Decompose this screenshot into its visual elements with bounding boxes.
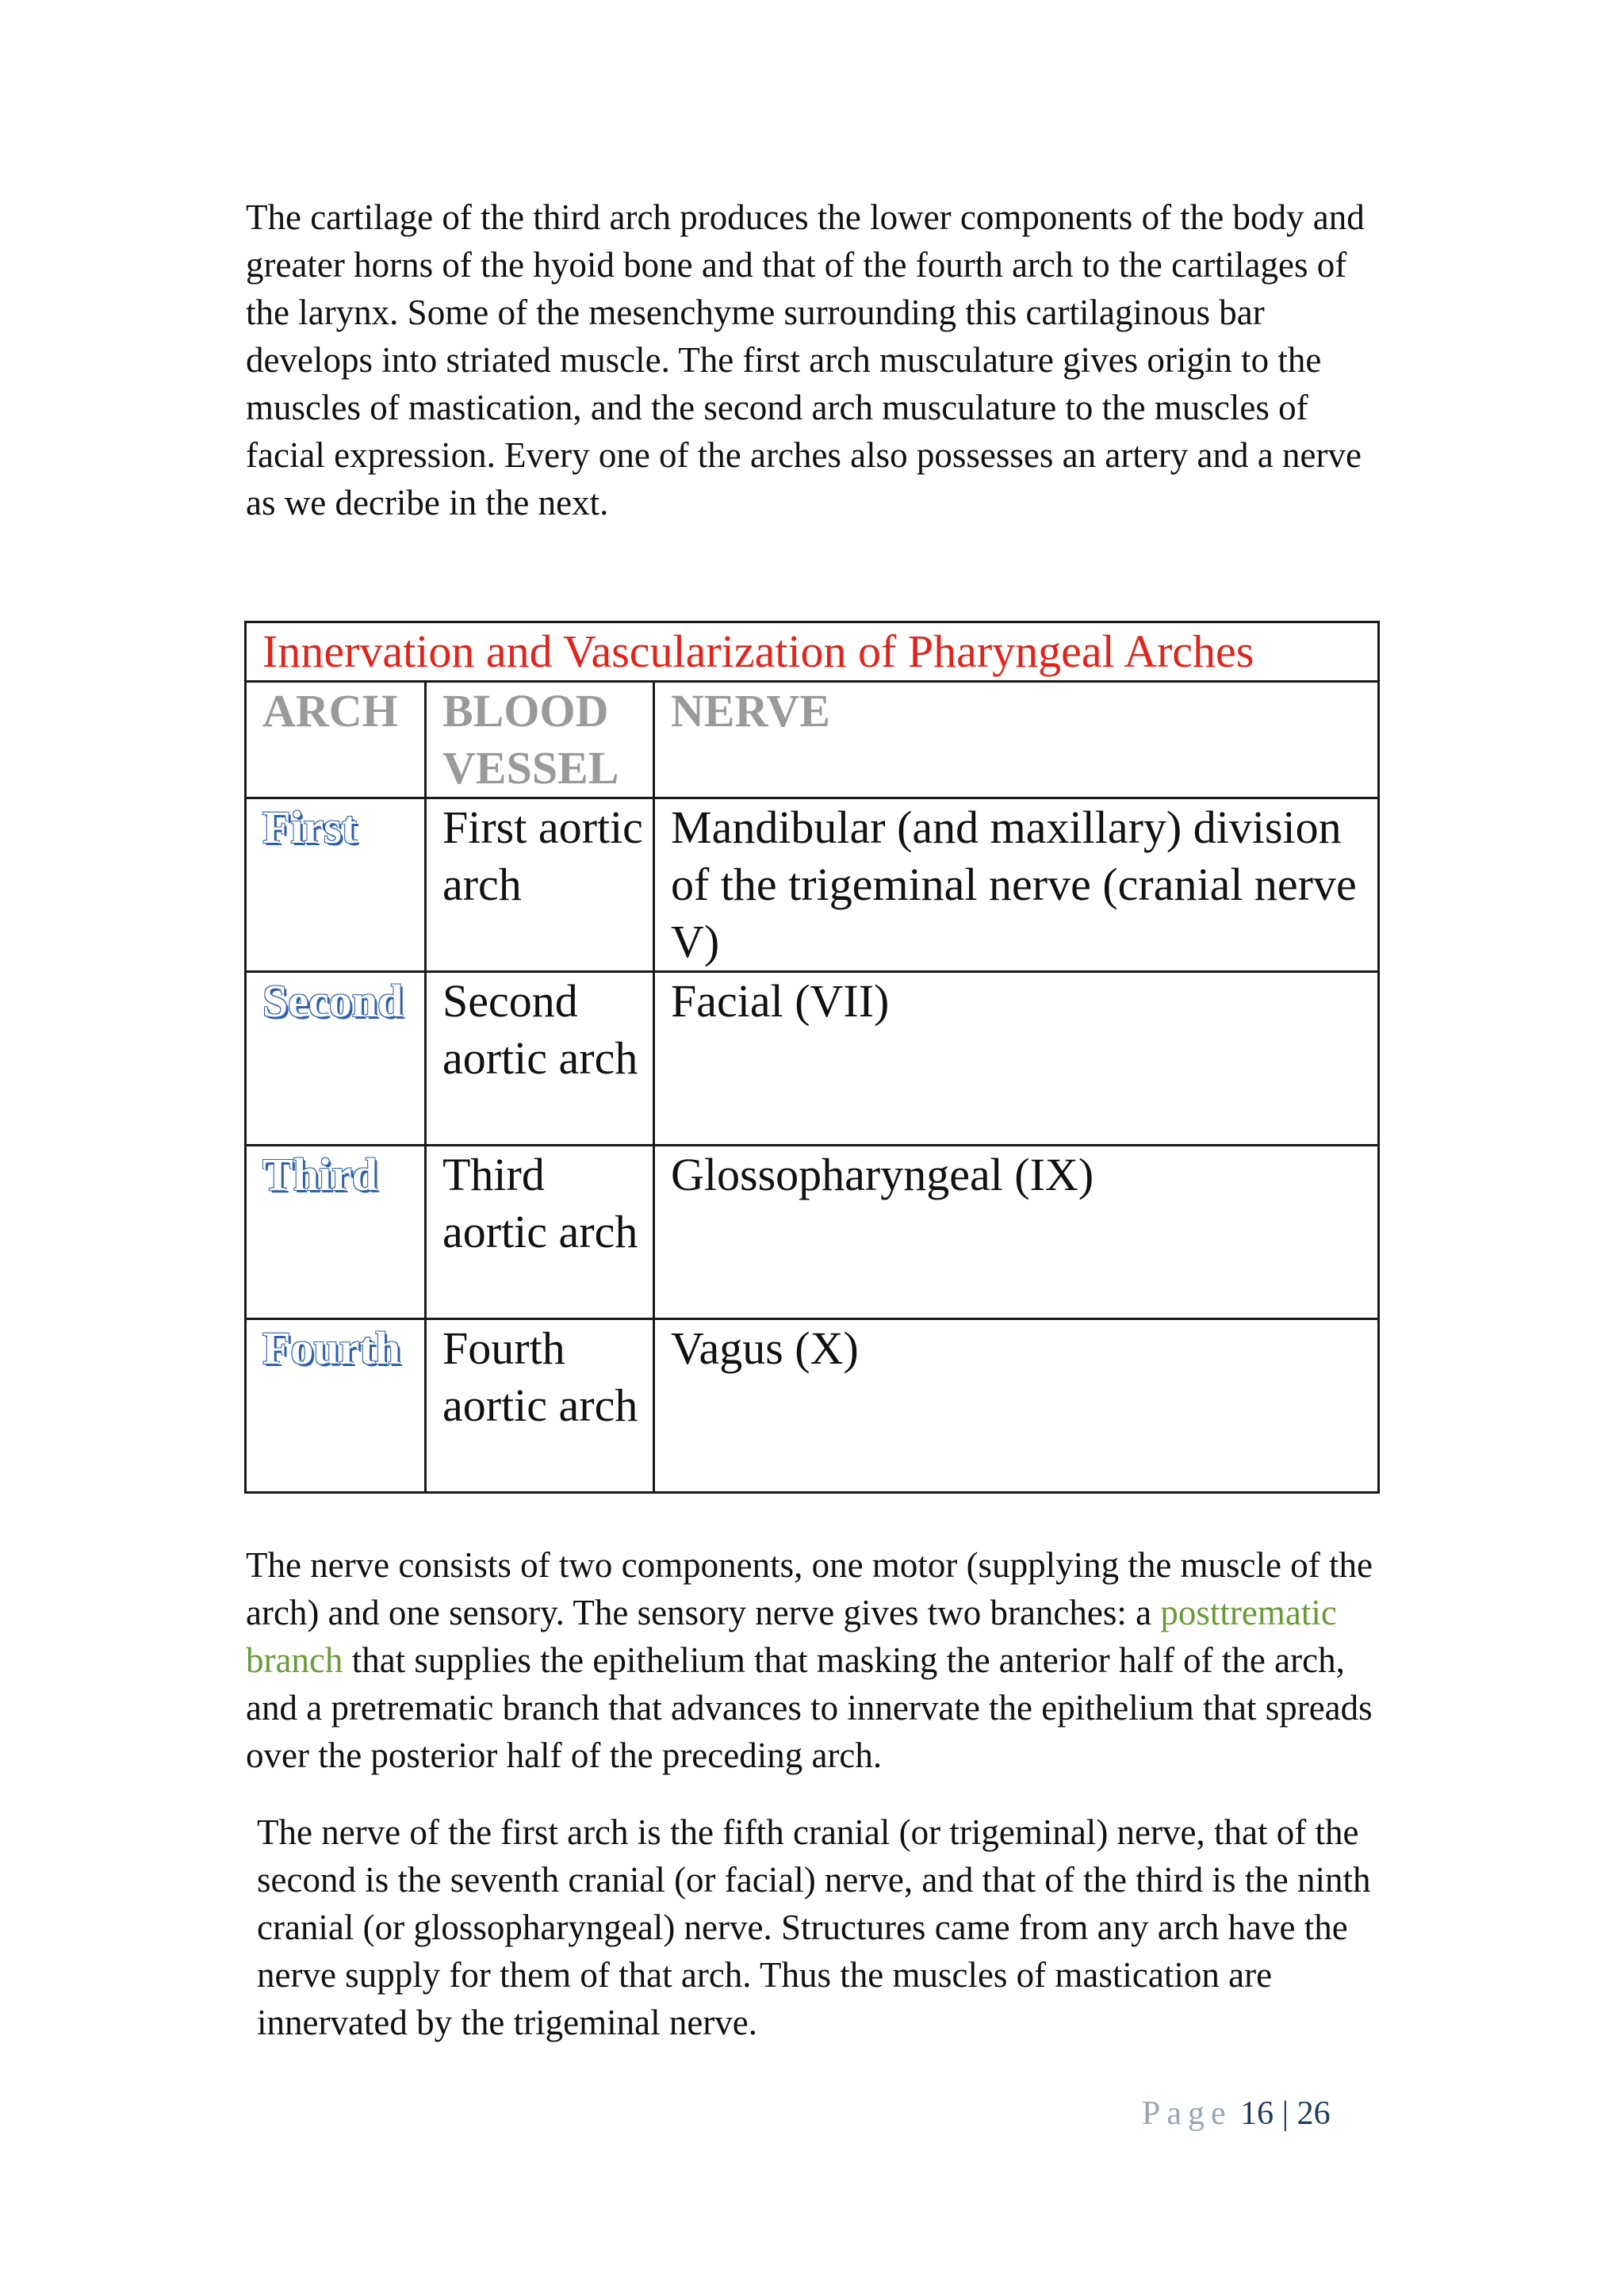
header-nerve: NERVE [654,682,1379,798]
arch-cell: Third [246,1146,426,1319]
intro-paragraph: The cartilage of the third arch produces the lower components of the body and greater horns of the hyoid bone and that of the fourth arch to the cartilages of the larynx. Some of the mesenchyme surrounding this cartilaginous bar develops into striated muscle. The first arch musculature gives origin to the muscles of mastication, and the second arch musculature to the muscles of facial expression. Every one of the arches also possesses an artery and a nerve as we decribe in the next. [246,197,1365,522]
nerve-components-text-end: that supplies the epithelium that masking the anterior half of the arch, and a pretrematic branch that advances to innervate the epithelium that spreads over the posterior half of the preceding arch. [246,1640,1373,1775]
table-caption: Innervation and Vascularization of Pharyngeal Arches [246,622,1379,682]
table-row [246,1146,1379,1319]
nerve-components-text-start: The nerve consists of two components, one motor (supplying the muscle of the arch) and one sensory. The sensory nerve gives two branches: a [246,1545,1373,1632]
table-row [246,972,1379,1146]
vessel-cell: First aortic arch [426,798,654,972]
nerve-cell: Vagus (X) [654,1319,1379,1493]
nerve-cell: Mandibular (and maxillary) division of the trigeminal nerve (cranial nerve V) [654,798,1379,972]
arch-cell: Fourth [246,1319,426,1493]
header-blood-vessel: BLOOD VESSEL [426,682,654,798]
arch-cell: Second [246,972,426,1146]
table-row [246,798,1379,972]
page-number: 16 | 26 [1240,2095,1331,2132]
vessel-cell: Third aortic arch [426,1146,654,1319]
page-footer [1142,2095,1331,2133]
cranial-nerves-paragraph: The nerve of the first arch is the fifth cranial (or trigeminal) nerve, that of the second is the seventh cranial (or facial) nerve, and that of the third is the ninth cranial (or glossopharyngeal) nerve. Structures came from any arch have the nerve supply for them of that arch. Thus the muscles of mastication are innervated by the trigeminal nerve. [257,1812,1371,2042]
vessel-cell: Second aortic arch [426,972,654,1146]
page-label: Page [1142,2095,1232,2132]
nerve-cell: Glossopharyngeal (IX) [654,1146,1379,1319]
arch-cell: First [246,798,426,972]
vessel-cell: Fourth aortic arch [426,1319,654,1493]
arches-table [244,621,1380,1494]
table-caption-row [246,622,1379,682]
table-row [246,1319,1379,1493]
table-header-row [246,682,1379,798]
nerve-cell: Facial (VII) [654,972,1379,1146]
posttrematic-branch-highlight: posttrematic branch [246,1593,1337,1680]
header-arch: ARCH [246,682,426,798]
nerve-components-paragraph [246,1541,1396,1779]
